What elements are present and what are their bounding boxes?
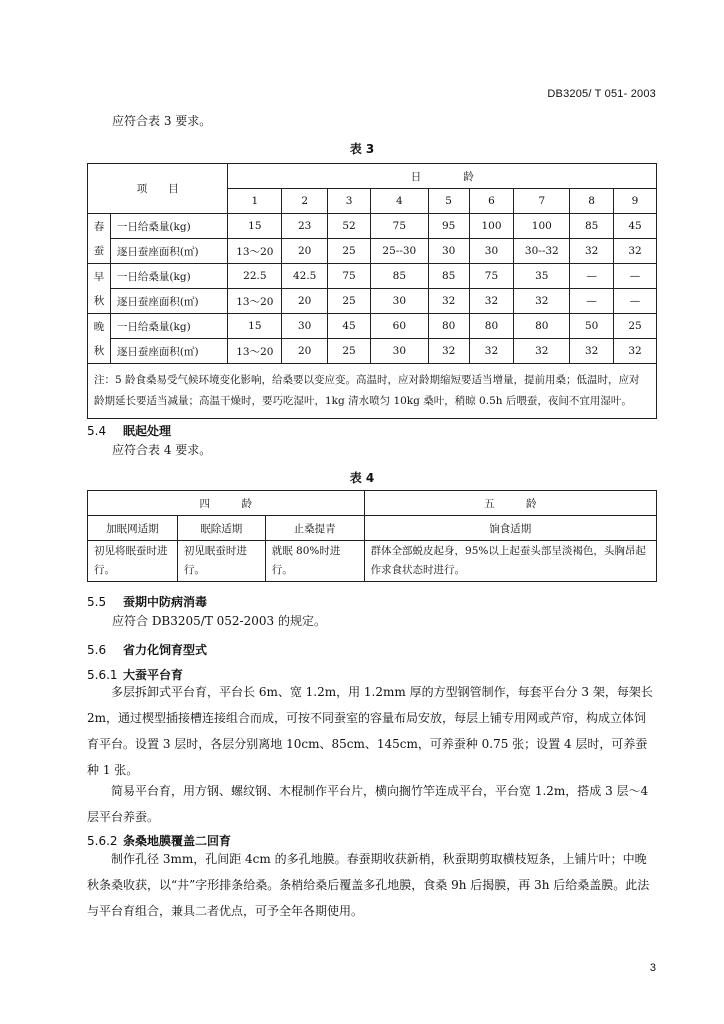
section-5-6-1-para2: 简易平台育，用方钢、螺纹钢、木棍制作平台片，横向搁竹竿连成平台，平台宽 1.2m，搭成 3 层～4 层平台养蚕。 bbox=[87, 784, 649, 824]
value-cell: 45 bbox=[614, 214, 657, 239]
section-title: 眠起处理 bbox=[123, 424, 172, 438]
value-cell: 32 bbox=[514, 339, 570, 364]
section-5-4-text: 应符合表 4 要求。 bbox=[112, 443, 212, 457]
value-cell: 30 bbox=[428, 239, 469, 264]
table4-cell: 初见将眠蚕时进行。 bbox=[88, 541, 178, 582]
row-label: 逐日蚕座面积(㎡) bbox=[110, 339, 228, 364]
table4-header: 加眠网适期 bbox=[88, 516, 178, 541]
day-cell: 7 bbox=[514, 189, 570, 214]
season-label-bottom: 秋 bbox=[93, 344, 105, 357]
value-cell: 80 bbox=[469, 314, 514, 339]
section-title: 省力化饲育型式 bbox=[123, 643, 208, 657]
section-title: 大蚕平台育 bbox=[123, 668, 184, 682]
table4-cell: 群体全部蜕皮起身，95%以上起蚕头部呈淡褐色，头胸昂起作求食状态时进行。 bbox=[364, 541, 656, 582]
value-cell: 32 bbox=[428, 339, 469, 364]
day-cell: 2 bbox=[282, 189, 328, 214]
value-cell: 32 bbox=[469, 289, 514, 314]
value-cell: 25--30 bbox=[370, 239, 428, 264]
season-label bbox=[88, 264, 111, 314]
value-cell: 32 bbox=[614, 239, 657, 264]
season-label-bottom: 蚕 bbox=[93, 244, 105, 257]
table-row bbox=[88, 314, 657, 339]
value-cell: 95 bbox=[428, 214, 469, 239]
value-cell: 85 bbox=[570, 214, 614, 239]
value-cell: 42.5 bbox=[282, 264, 328, 289]
table4-caption: 表 4 bbox=[349, 471, 375, 485]
row-label: 逐日蚕座面积(㎡) bbox=[110, 289, 228, 314]
value-cell: 32 bbox=[428, 289, 469, 314]
value-cell: 32 bbox=[614, 339, 657, 364]
row-label: 一日给桑量(kg) bbox=[110, 214, 228, 239]
table-row bbox=[88, 289, 657, 314]
value-cell: 25 bbox=[614, 314, 657, 339]
section-number: 5.6 bbox=[87, 643, 107, 657]
season-label-top: 春 bbox=[93, 220, 105, 233]
value-cell: 75 bbox=[469, 264, 514, 289]
intro-line: 应符合表 3 要求。 bbox=[112, 114, 212, 128]
table-3 bbox=[87, 163, 657, 419]
table4-group-fourth-instar: 四 龄 bbox=[88, 491, 365, 516]
value-cell: 80 bbox=[428, 314, 469, 339]
value-cell: 30 bbox=[370, 289, 428, 314]
value-cell: 50 bbox=[570, 314, 614, 339]
section-5-5-text: 应符合 DB3205/T 052-2003 的规定。 bbox=[112, 614, 326, 628]
value-cell: — bbox=[570, 264, 614, 289]
season-label bbox=[88, 214, 111, 264]
day-header: 日 龄 bbox=[228, 164, 657, 189]
table4-cell: 初见眠蚕时进行。 bbox=[177, 541, 265, 582]
value-cell: 45 bbox=[328, 314, 371, 339]
value-cell: 30 bbox=[282, 314, 328, 339]
value-cell: 32 bbox=[570, 339, 614, 364]
row-label: 一日给桑量(kg) bbox=[110, 314, 228, 339]
value-cell: 30 bbox=[469, 239, 514, 264]
value-cell: 15 bbox=[228, 314, 282, 339]
value-cell: 100 bbox=[469, 214, 514, 239]
day-cell: 6 bbox=[469, 189, 514, 214]
value-cell: 30 bbox=[370, 339, 428, 364]
table4-header: 止桑提青 bbox=[265, 516, 364, 541]
section-number: 5.6.1 bbox=[87, 668, 118, 682]
table-4 bbox=[87, 490, 657, 582]
section-title: 蚕期中防病消毒 bbox=[123, 595, 208, 609]
table-row bbox=[88, 339, 657, 364]
day-cell: 3 bbox=[328, 189, 371, 214]
value-cell: 75 bbox=[328, 264, 371, 289]
value-cell: 35 bbox=[514, 264, 570, 289]
table4-cell: 就眠 80%时进行。 bbox=[265, 541, 364, 582]
value-cell: 20 bbox=[282, 339, 328, 364]
day-cell: 4 bbox=[370, 189, 428, 214]
value-cell: 32 bbox=[469, 339, 514, 364]
value-cell: — bbox=[614, 264, 657, 289]
section-title: 条桑地膜覆盖二回育 bbox=[123, 834, 232, 848]
value-cell: 15 bbox=[228, 214, 282, 239]
section-5-6-2-para1: 制作孔径 3mm，孔间距 4cm 的多孔地膜。春蚕期收获新梢，秋蚕期剪取横枝短条，上铺片叶；中晚秋条桑收获，以“井”字形排条给桑。条梢给桑后覆盖多孔地膜，食桑 9h 后揭膜，再 3h 后给桑盖膜。此法与平台育组合，兼具二者优点，可予全年各期使用。 bbox=[87, 852, 650, 918]
section-number: 5.6.2 bbox=[87, 834, 118, 848]
table-row bbox=[88, 264, 657, 289]
value-cell: 85 bbox=[370, 264, 428, 289]
value-cell: 80 bbox=[514, 314, 570, 339]
value-cell: 52 bbox=[328, 214, 371, 239]
season-label-top: 晚 bbox=[93, 320, 105, 333]
section-5-6-1-para1: 多层拆卸式平台育，平台长 6m、宽 1.2m，用 1.2mm 厚的方型钢管制作，每套平台分 3 架，每架长 2m，通过楔型插接槽连接组合而成，可按不同蚕室的容量布局安放，每层上铺专用网或芦帘，构成立体饲育平台。设置 3 层时，各层分别离地 10cm、85cm、145cm，可养蚕种 0.75 张；设置 4 层时，可养蚕种 1 张。 bbox=[87, 685, 653, 777]
value-cell: 25 bbox=[328, 289, 371, 314]
value-cell: 13～20 bbox=[228, 339, 282, 364]
row-label: 逐日蚕座面积(㎡) bbox=[110, 239, 228, 264]
section-number: 5.4 bbox=[87, 424, 107, 438]
item-header: 项 目 bbox=[88, 164, 228, 214]
table-row bbox=[88, 214, 657, 239]
value-cell: 32 bbox=[570, 239, 614, 264]
value-cell: 20 bbox=[282, 289, 328, 314]
value-cell: 20 bbox=[282, 239, 328, 264]
day-cell: 1 bbox=[228, 189, 282, 214]
row-label: 一日给桑量(kg) bbox=[110, 264, 228, 289]
table4-header: 饷食适期 bbox=[364, 516, 656, 541]
season-label-bottom: 秋 bbox=[93, 294, 105, 307]
season-label bbox=[88, 314, 111, 364]
table-row bbox=[88, 239, 657, 264]
day-cell: 8 bbox=[570, 189, 614, 214]
standard-number: DB3205/ T 051- 2003 bbox=[547, 88, 656, 100]
value-cell: — bbox=[570, 289, 614, 314]
value-cell: 60 bbox=[370, 314, 428, 339]
day-cell: 9 bbox=[614, 189, 657, 214]
value-cell: 100 bbox=[514, 214, 570, 239]
value-cell: 25 bbox=[328, 339, 371, 364]
value-cell: 22.5 bbox=[228, 264, 282, 289]
table3-caption: 表 3 bbox=[349, 142, 375, 156]
value-cell: 23 bbox=[282, 214, 328, 239]
value-cell: 30--32 bbox=[514, 239, 570, 264]
section-number: 5.5 bbox=[87, 595, 107, 609]
value-cell: 13～20 bbox=[228, 239, 282, 264]
table4-header: 眠除适期 bbox=[177, 516, 265, 541]
table3-note: 注：5 龄食桑易受气候环境变化影响，给桑要以变应变。高温时，应对龄期缩短要适当增量，提前用桑；低温时，应对龄期延长要适当减量；高温干燥时，要巧吃湿叶，1kg 清水喷匀 10kg 桑叶，稍晾 0.5h 后喂蚕，夜间不宜用湿叶。 bbox=[88, 364, 657, 419]
value-cell: 13～20 bbox=[228, 289, 282, 314]
season-label-top: 早 bbox=[93, 270, 105, 283]
page-number: 3 bbox=[649, 962, 656, 974]
value-cell: 25 bbox=[328, 239, 371, 264]
value-cell: 32 bbox=[514, 289, 570, 314]
section-5-6-heading bbox=[87, 641, 207, 658]
value-cell: 75 bbox=[370, 214, 428, 239]
value-cell: — bbox=[614, 289, 657, 314]
table4-group-fifth-instar: 五 龄 bbox=[364, 491, 656, 516]
day-cell: 5 bbox=[428, 189, 469, 214]
value-cell: 85 bbox=[428, 264, 469, 289]
